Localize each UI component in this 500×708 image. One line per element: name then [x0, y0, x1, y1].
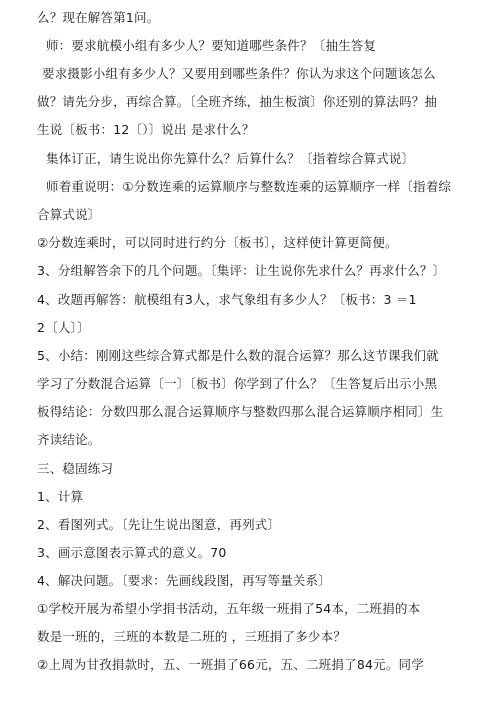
text-line: 合算式说〕 — [37, 207, 101, 222]
text-line: 4、解决问题。〔要求：先画线段图，再写等量关系〕 — [37, 573, 332, 588]
text-line: 4、改题再解答：航模组有3人，求气象组有多少人？〔板书：3 ＝1 — [37, 292, 417, 307]
text-line: 1、计算 — [37, 489, 84, 504]
section-heading: 三、稳固练习 — [37, 461, 114, 476]
text-line: 师着重说明：①分数连乘的运算顺序与整数连乘的运算顺序一样〔指着综 — [46, 179, 452, 194]
text-line: 生说〔板书：12〔）〕说出 是求什么？ — [37, 122, 255, 137]
text-line: 做？请先分步，再综合算。〔全班齐练，抽生板演〕你还别的算法吗？抽 — [37, 94, 438, 109]
text-line: 5、小结：刚刚这些综合算式都是什么数的混合运算？那么这节课我们就 — [37, 348, 439, 363]
text-line: 2、看图列式。〔先让生说出图意，再列式〕 — [37, 517, 281, 532]
text-line: 2〔人〕〕 — [37, 320, 90, 335]
text-line: ①学校开展为希望小学捐书活动，五年级一班捐了54本，二班捐的本 — [37, 601, 421, 616]
text-line: ②分数连乘时，可以同时进行约分〔板书〕，这样使计算更简便。 — [37, 235, 398, 250]
text-line: 数是一班的，三班的本数是二班的 ，三班捐了多少本？ — [37, 629, 346, 644]
text-line: 要求摄影小组有多少人？又要用到哪些条件？你认为求这个问题该怎么 — [42, 66, 436, 81]
text-line: 集体订正，请生说出你先算什么？后算什么？〔指着综合算式说〕 — [46, 151, 415, 166]
text-line: 师：要求航模小组有多少人？要知道哪些条件？〔抽生答复 — [46, 38, 377, 53]
text-line: 齐读结论。 — [37, 432, 101, 447]
text-line: 3、分组解答余下的几个问题。〔集评：让生说你先求什么？再求什么？〕 — [37, 263, 446, 278]
text-line: ②上周为甘孜捐款时，五、一班捐了66元，五、二班捐了84元。同学 — [37, 657, 424, 672]
text-line: 么？现在解答第1问。 — [37, 10, 160, 25]
text-line: 3、画示意图表示算式的意义。70 — [37, 545, 227, 560]
text-line: 学习了分数混合运算〔一〕〔板书〕你学到了什么？〔生答复后出示小黑 — [37, 376, 438, 391]
text-line: 板得结论：分数四那么混合运算顺序与整数四那么混合运算顺序相同〕生 — [37, 404, 444, 419]
